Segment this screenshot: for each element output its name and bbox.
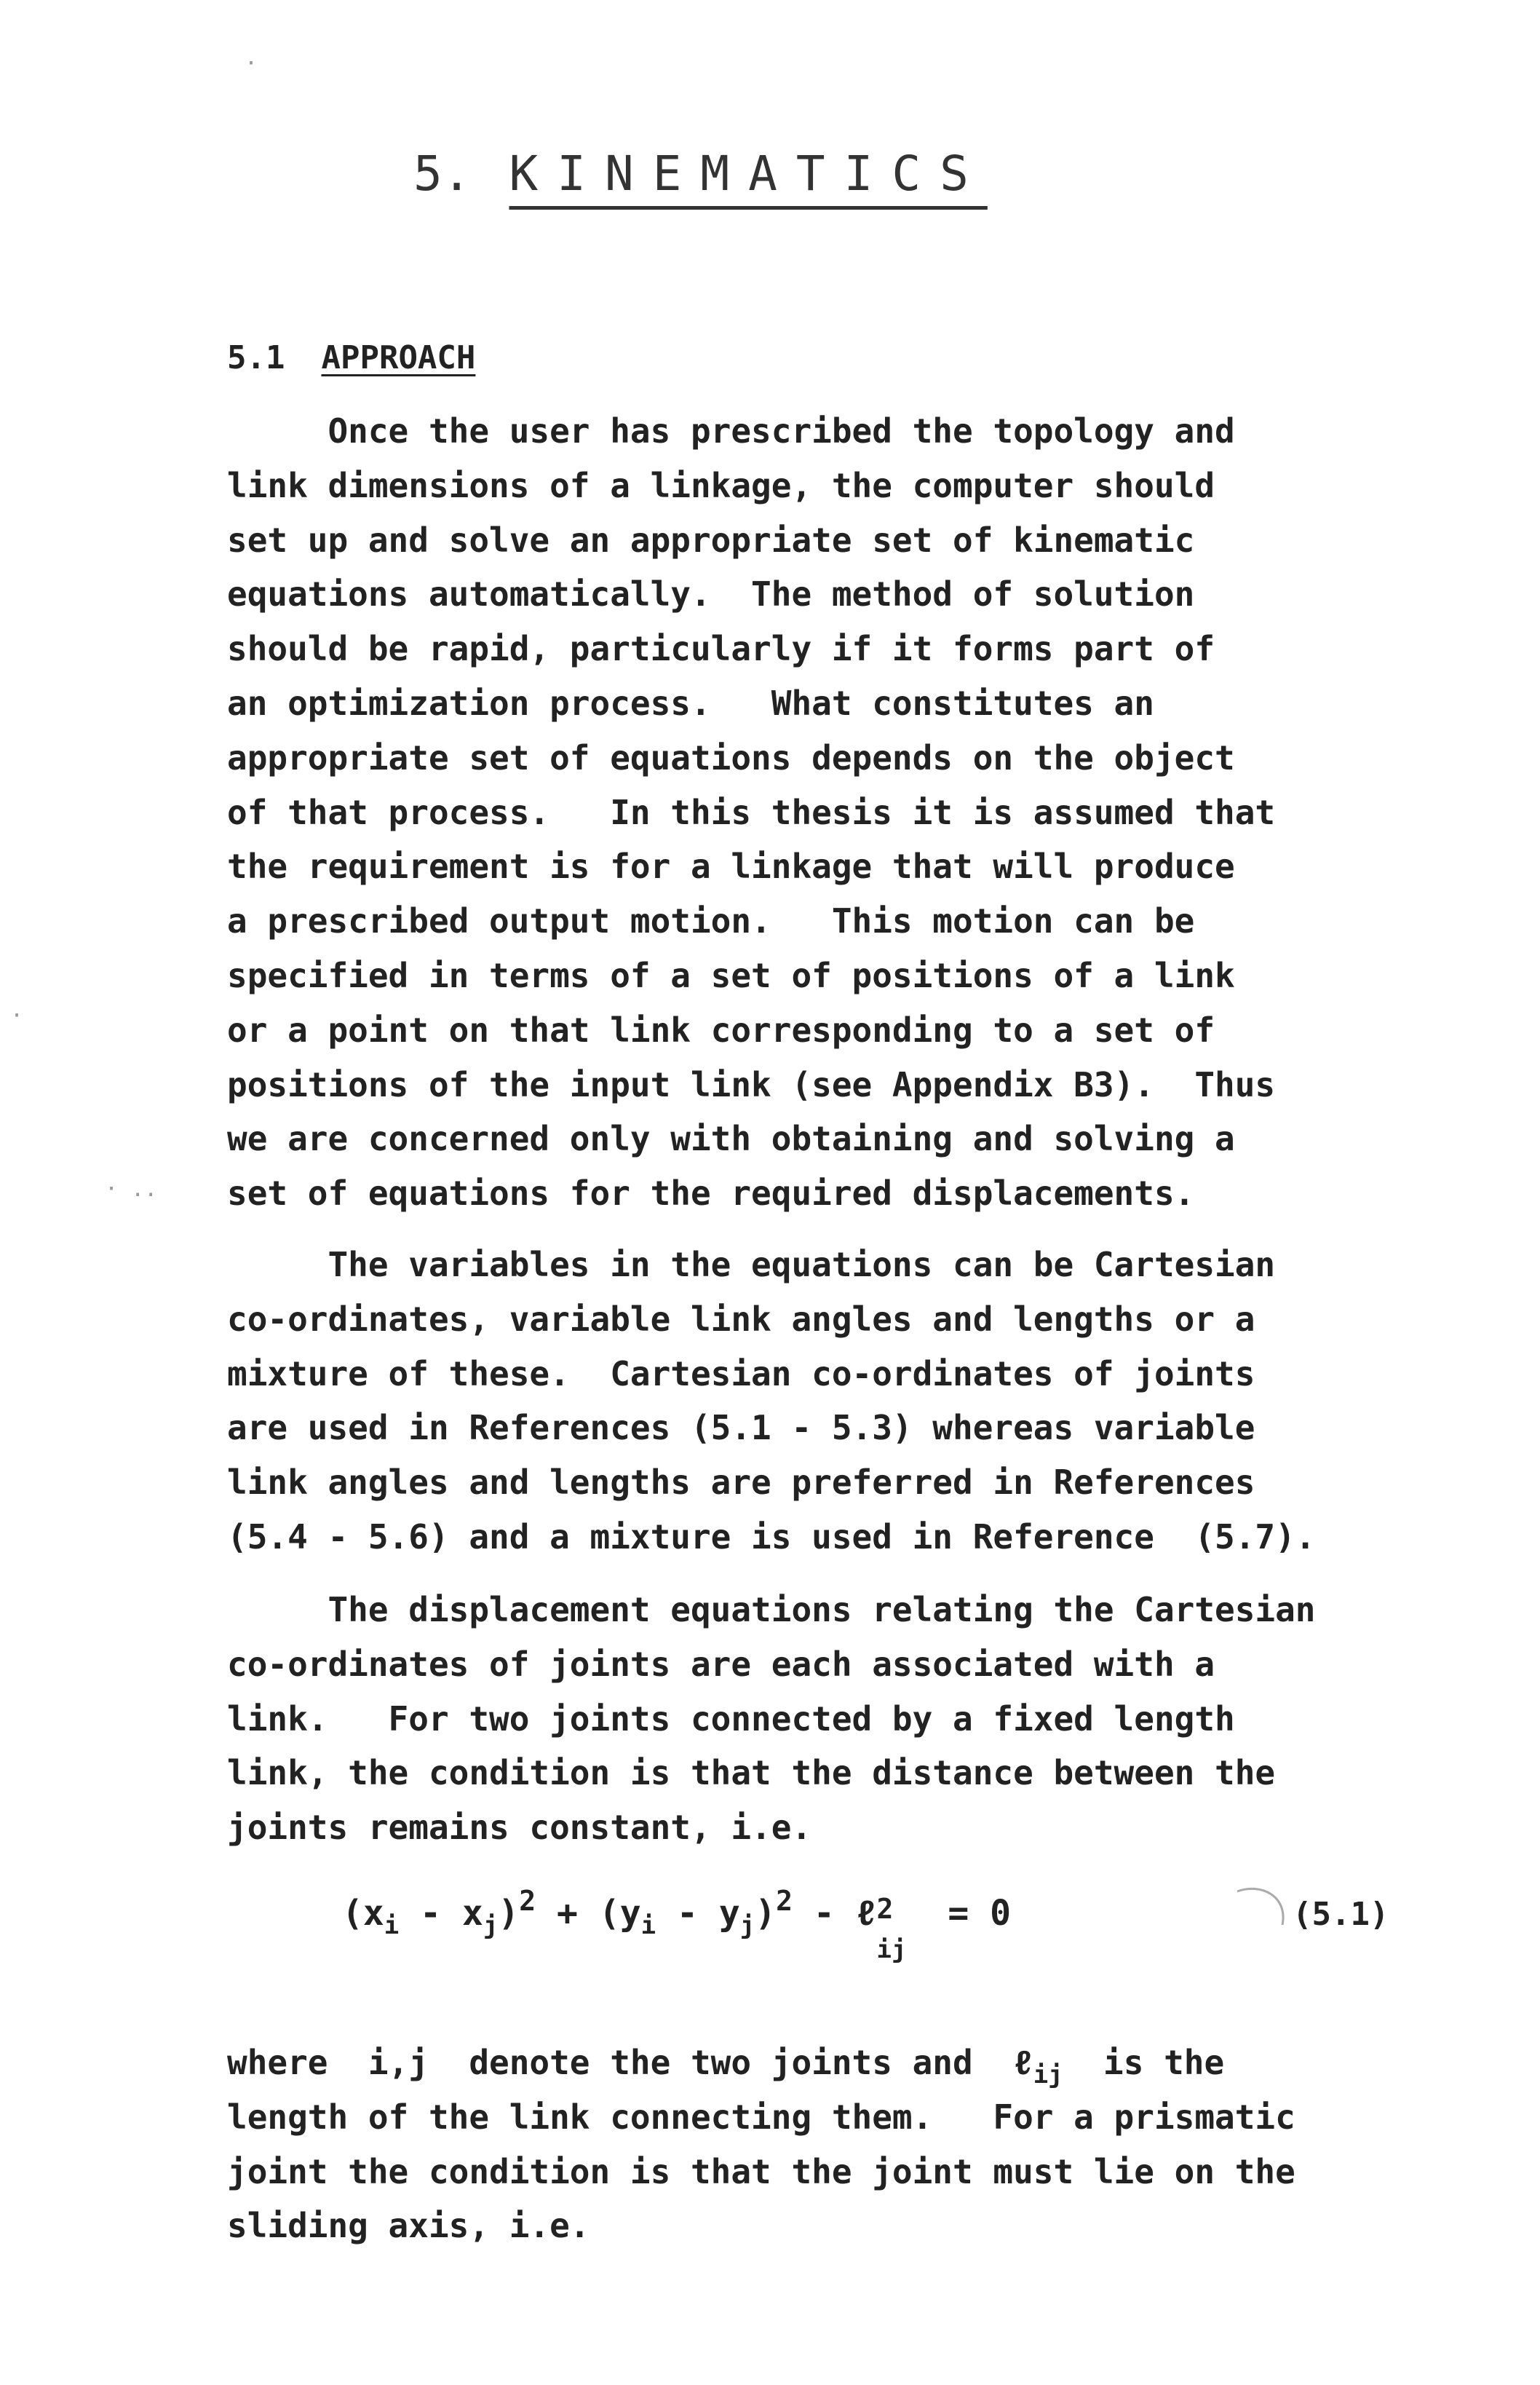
- eq-subscript: ij: [1033, 2060, 1063, 2089]
- scan-speck: ·: [245, 51, 258, 76]
- text-line: set up and solve an appropriate set of kinematic: [227, 520, 1195, 560]
- paragraph-1: [227, 404, 1275, 1221]
- text-fragment: is the: [1063, 2043, 1225, 2082]
- eq-subscript: i: [640, 1911, 656, 1940]
- chapter-number: 5.: [413, 146, 472, 202]
- text-line: a prescribed output motion. This motion can be: [227, 901, 1195, 941]
- equation-5-1: [342, 1885, 1012, 1964]
- text-line: co-ordinates of joints are each associated with a: [227, 1644, 1215, 1684]
- eq-subscript: ij: [876, 1935, 907, 1964]
- section-number: 5.1: [227, 339, 285, 376]
- equation-number: (5.1): [1293, 1896, 1389, 1933]
- text-line: should be rapid, particularly if it forms part of: [227, 629, 1215, 669]
- scan-speck: ·: [10, 1003, 24, 1029]
- text-line: [227, 2036, 1295, 2090]
- text-line: appropriate set of equations depends on the object: [227, 737, 1235, 778]
- text-line: mixture of these. Cartesian co-ordinates of joints: [227, 1353, 1255, 1393]
- text-line: link dimensions of a linkage, the computer should: [227, 465, 1215, 505]
- text-line: sliding axis, i.e.: [227, 2206, 590, 2246]
- text-line: positions of the input link (see Appendix B3). Thus: [227, 1064, 1276, 1104]
- text-line: specified in terms of a set of positions of a link: [227, 955, 1235, 995]
- paragraph-3: [227, 1583, 1316, 1855]
- text-fragment: where i,j denote the two joints and ℓ: [227, 2043, 1033, 2082]
- text-line: set of equations for the required displacements.: [227, 1174, 1195, 1214]
- eq-part: ): [498, 1893, 520, 1934]
- text-line: are used in References (5.1 - 5.3) whereas variable: [227, 1408, 1255, 1448]
- text-line: link angles and lengths are preferred in References: [227, 1463, 1255, 1503]
- paragraph-2: [227, 1238, 1316, 1565]
- text-line: The displacement equations relating the Cartesian: [227, 1590, 1316, 1629]
- scan-speck: · ..: [105, 1176, 158, 1202]
- eq-part: - ℓ: [793, 1893, 877, 1934]
- text-line: joint the condition is that the joint must lie on the: [227, 2151, 1295, 2191]
- text-line: length of the link connecting them. For a prismatic: [227, 2097, 1295, 2137]
- text-line: link. For two joints connected by a fixed length: [227, 1698, 1235, 1739]
- eq-part: = 0: [905, 1893, 1012, 1934]
- text-line: The variables in the equations can be Cartesian: [227, 1245, 1276, 1284]
- text-line: an optimization process. What constitutes an: [227, 683, 1154, 723]
- section-title: APPROACH: [321, 339, 476, 376]
- eq-part: - y: [656, 1893, 740, 1934]
- paragraph-4: [227, 2036, 1295, 2253]
- eq-part: ): [755, 1893, 777, 1934]
- text-line: we are concerned only with obtaining and solving a: [227, 1119, 1235, 1159]
- text-line: joints remains constant, i.e.: [227, 1808, 812, 1848]
- text-line: link, the condition is that the distance between the: [227, 1753, 1276, 1793]
- text-line: or a point on that link corresponding to a set of: [227, 1010, 1215, 1050]
- eq-part: - x: [399, 1893, 483, 1934]
- text-line: co-ordinates, variable link angles and lengths or a: [227, 1299, 1255, 1339]
- eq-part: (x: [342, 1893, 384, 1934]
- text-line: the requirement is for a linkage that will produce: [227, 847, 1235, 887]
- text-line: Once the user has prescribed the topology and: [227, 411, 1235, 451]
- text-line: of that process. In this thesis it is assumed that: [227, 792, 1276, 832]
- text-line: equations automatically. The method of solution: [227, 574, 1195, 614]
- eq-superscript: 2: [776, 1885, 793, 1917]
- eq-subscript: j: [739, 1911, 755, 1940]
- chapter-title: [413, 146, 988, 202]
- chapter-title-text: KINEMATICS: [509, 146, 988, 202]
- eq-superscript: 2: [519, 1885, 536, 1917]
- section-heading: [227, 339, 475, 376]
- eq-subscript: j: [483, 1911, 499, 1940]
- eq-subscript: i: [384, 1911, 400, 1940]
- text-line: (5.4 - 5.6) and a mixture is used in Reference (5.7).: [227, 1516, 1316, 1557]
- handwritten-bracket-mark: [1231, 1883, 1297, 1941]
- eq-superscript: 2: [876, 1893, 894, 1925]
- eq-part: + (y: [536, 1893, 641, 1934]
